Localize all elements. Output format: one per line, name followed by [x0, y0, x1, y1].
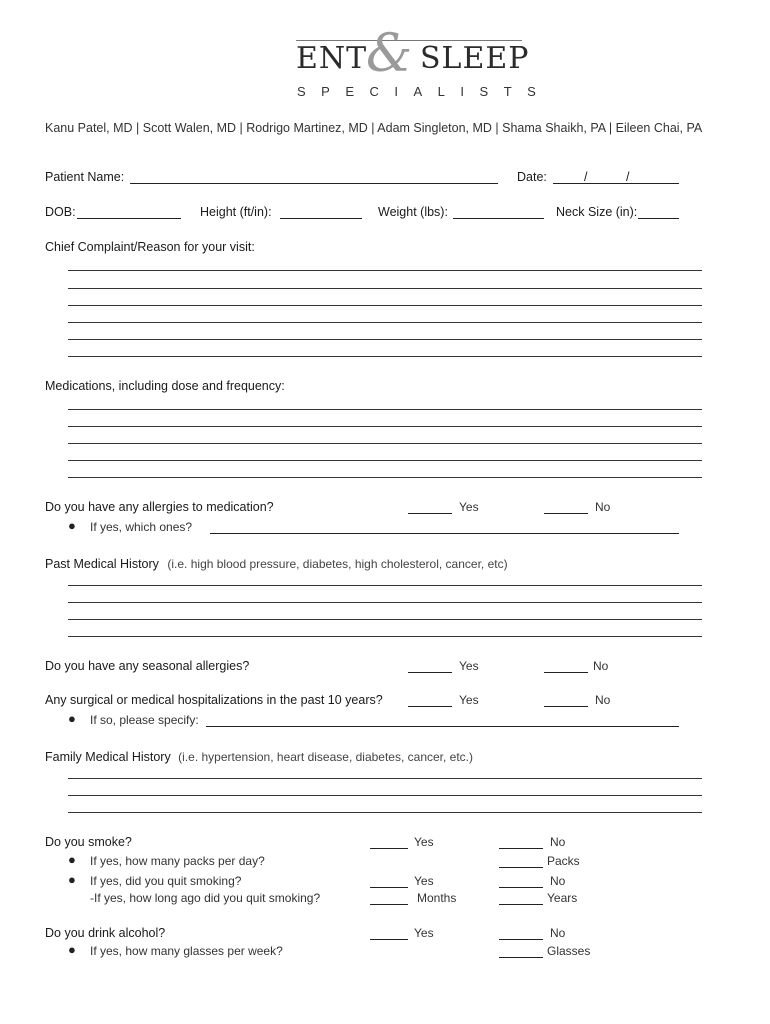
family-history-heading	[45, 748, 473, 766]
write-line[interactable]	[68, 426, 702, 427]
logo-specialists-text: SPECIALISTS	[297, 84, 552, 99]
weight-field[interactable]	[453, 218, 544, 219]
past-history-label: Past Medical History	[45, 557, 159, 571]
bullet-icon: ●	[68, 711, 76, 726]
bullet-icon: ●	[68, 518, 76, 533]
write-line[interactable]	[68, 795, 702, 796]
hospitalizations-specify-field[interactable]	[206, 726, 679, 727]
med-allergies-which-field[interactable]	[210, 533, 679, 534]
packs-question: If yes, how many packs per day?	[90, 854, 265, 868]
alcohol-no-label: No	[550, 926, 566, 940]
alcohol-no-blank[interactable]	[499, 939, 543, 940]
quit-yes-label: Yes	[414, 874, 434, 888]
neck-size-field[interactable]	[638, 218, 679, 219]
dob-label: DOB:	[45, 205, 76, 219]
bullet-icon: ●	[68, 942, 76, 957]
seasonal-no-blank[interactable]	[544, 672, 588, 673]
write-line[interactable]	[68, 812, 702, 813]
chief-complaint-label: Chief Complaint/Reason for your visit:	[45, 240, 255, 254]
write-line[interactable]	[68, 585, 702, 586]
hospitalizations-yes-blank[interactable]	[408, 706, 452, 707]
med-allergies-no-blank[interactable]	[544, 513, 588, 514]
med-allergies-question: Do you have any allergies to medication?	[45, 500, 274, 514]
patient-name-field[interactable]	[130, 183, 498, 184]
weight-label: Weight (lbs):	[378, 205, 448, 219]
write-line[interactable]	[68, 778, 702, 779]
write-line[interactable]	[68, 339, 702, 340]
seasonal-allergies-question: Do you have any seasonal allergies?	[45, 659, 250, 673]
bullet-icon: ●	[68, 852, 76, 867]
hospitalizations-no-blank[interactable]	[544, 706, 588, 707]
hospitalizations-followup: If so, please specify:	[90, 713, 199, 727]
seasonal-yes-blank[interactable]	[408, 672, 452, 673]
neck-size-label: Neck Size (in):	[556, 205, 638, 219]
packs-blank[interactable]	[499, 867, 543, 868]
write-line[interactable]	[68, 288, 702, 289]
providers-list: Kanu Patel, MD | Scott Walen, MD | Rodrigo Martinez, MD | Adam Singleton, MD | Shama Shaikh, PA | Eileen Chai, PA	[45, 121, 703, 135]
med-allergies-yes-blank[interactable]	[408, 513, 452, 514]
alcohol-yes-label: Yes	[414, 926, 434, 940]
hospitalizations-yes-label: Yes	[459, 693, 479, 707]
write-line[interactable]	[68, 636, 702, 637]
smoking-no-label: No	[550, 835, 566, 849]
write-line[interactable]	[68, 460, 702, 461]
smoking-yes-label: Yes	[414, 835, 434, 849]
glasses-blank[interactable]	[499, 957, 543, 958]
medications-label: Medications, including dose and frequency:	[45, 379, 285, 393]
smoking-no-blank[interactable]	[499, 848, 543, 849]
alcohol-yes-blank[interactable]	[370, 939, 408, 940]
logo-ampersand: &	[366, 24, 413, 84]
write-line[interactable]	[68, 305, 702, 306]
family-history-hint: (i.e. hypertension, heart disease, diabetes, cancer, etc.)	[178, 750, 474, 764]
quit-question: If yes, did you quit smoking?	[90, 874, 242, 888]
quit-no-blank[interactable]	[499, 887, 543, 888]
patient-name-label: Patient Name:	[45, 170, 125, 184]
quit-no-label: No	[550, 874, 566, 888]
logo-ent-text: ENT	[296, 41, 368, 76]
years-label: Years	[547, 891, 578, 905]
date-field[interactable]	[553, 183, 679, 184]
how-long-question: -If yes, how long ago did you quit smoking?	[90, 891, 321, 905]
write-line[interactable]	[68, 409, 702, 410]
glasses-question: If yes, how many glasses per week?	[90, 944, 283, 958]
seasonal-no-label: No	[593, 659, 609, 673]
packs-label: Packs	[547, 854, 580, 868]
med-allergies-followup: If yes, which ones?	[90, 520, 193, 534]
bullet-icon: ●	[68, 872, 76, 887]
alcohol-question: Do you drink alcohol?	[45, 926, 166, 940]
med-allergies-no-label: No	[595, 500, 611, 514]
date-label: Date:	[517, 170, 547, 184]
smoking-question: Do you smoke?	[45, 835, 132, 849]
write-line[interactable]	[68, 477, 702, 478]
months-blank[interactable]	[370, 904, 408, 905]
hospitalizations-no-label: No	[595, 693, 611, 707]
write-line[interactable]	[68, 619, 702, 620]
years-blank[interactable]	[499, 904, 543, 905]
write-line[interactable]	[68, 443, 702, 444]
dob-field[interactable]	[77, 218, 181, 219]
seasonal-yes-label: Yes	[459, 659, 479, 673]
write-line[interactable]	[68, 270, 702, 271]
write-line[interactable]	[68, 602, 702, 603]
family-history-label: Family Medical History	[45, 750, 171, 764]
date-separator-2: /	[626, 170, 630, 184]
quit-yes-blank[interactable]	[370, 887, 408, 888]
hospitalizations-question: Any surgical or medical hospitalizations in the past 10 years?	[45, 693, 383, 707]
past-history-heading	[45, 555, 508, 573]
logo-sleep-text: SLEEP	[420, 41, 530, 76]
glasses-label: Glasses	[547, 944, 591, 958]
med-allergies-yes-label: Yes	[459, 500, 479, 514]
height-label: Height (ft/in):	[200, 205, 272, 219]
write-line[interactable]	[68, 356, 702, 357]
past-history-hint: (i.e. high blood pressure, diabetes, high cholesterol, cancer, etc)	[167, 557, 508, 571]
write-line[interactable]	[68, 322, 702, 323]
smoking-yes-blank[interactable]	[370, 848, 408, 849]
height-field[interactable]	[280, 218, 362, 219]
date-separator-1: /	[584, 170, 588, 184]
months-label: Months	[417, 891, 457, 905]
